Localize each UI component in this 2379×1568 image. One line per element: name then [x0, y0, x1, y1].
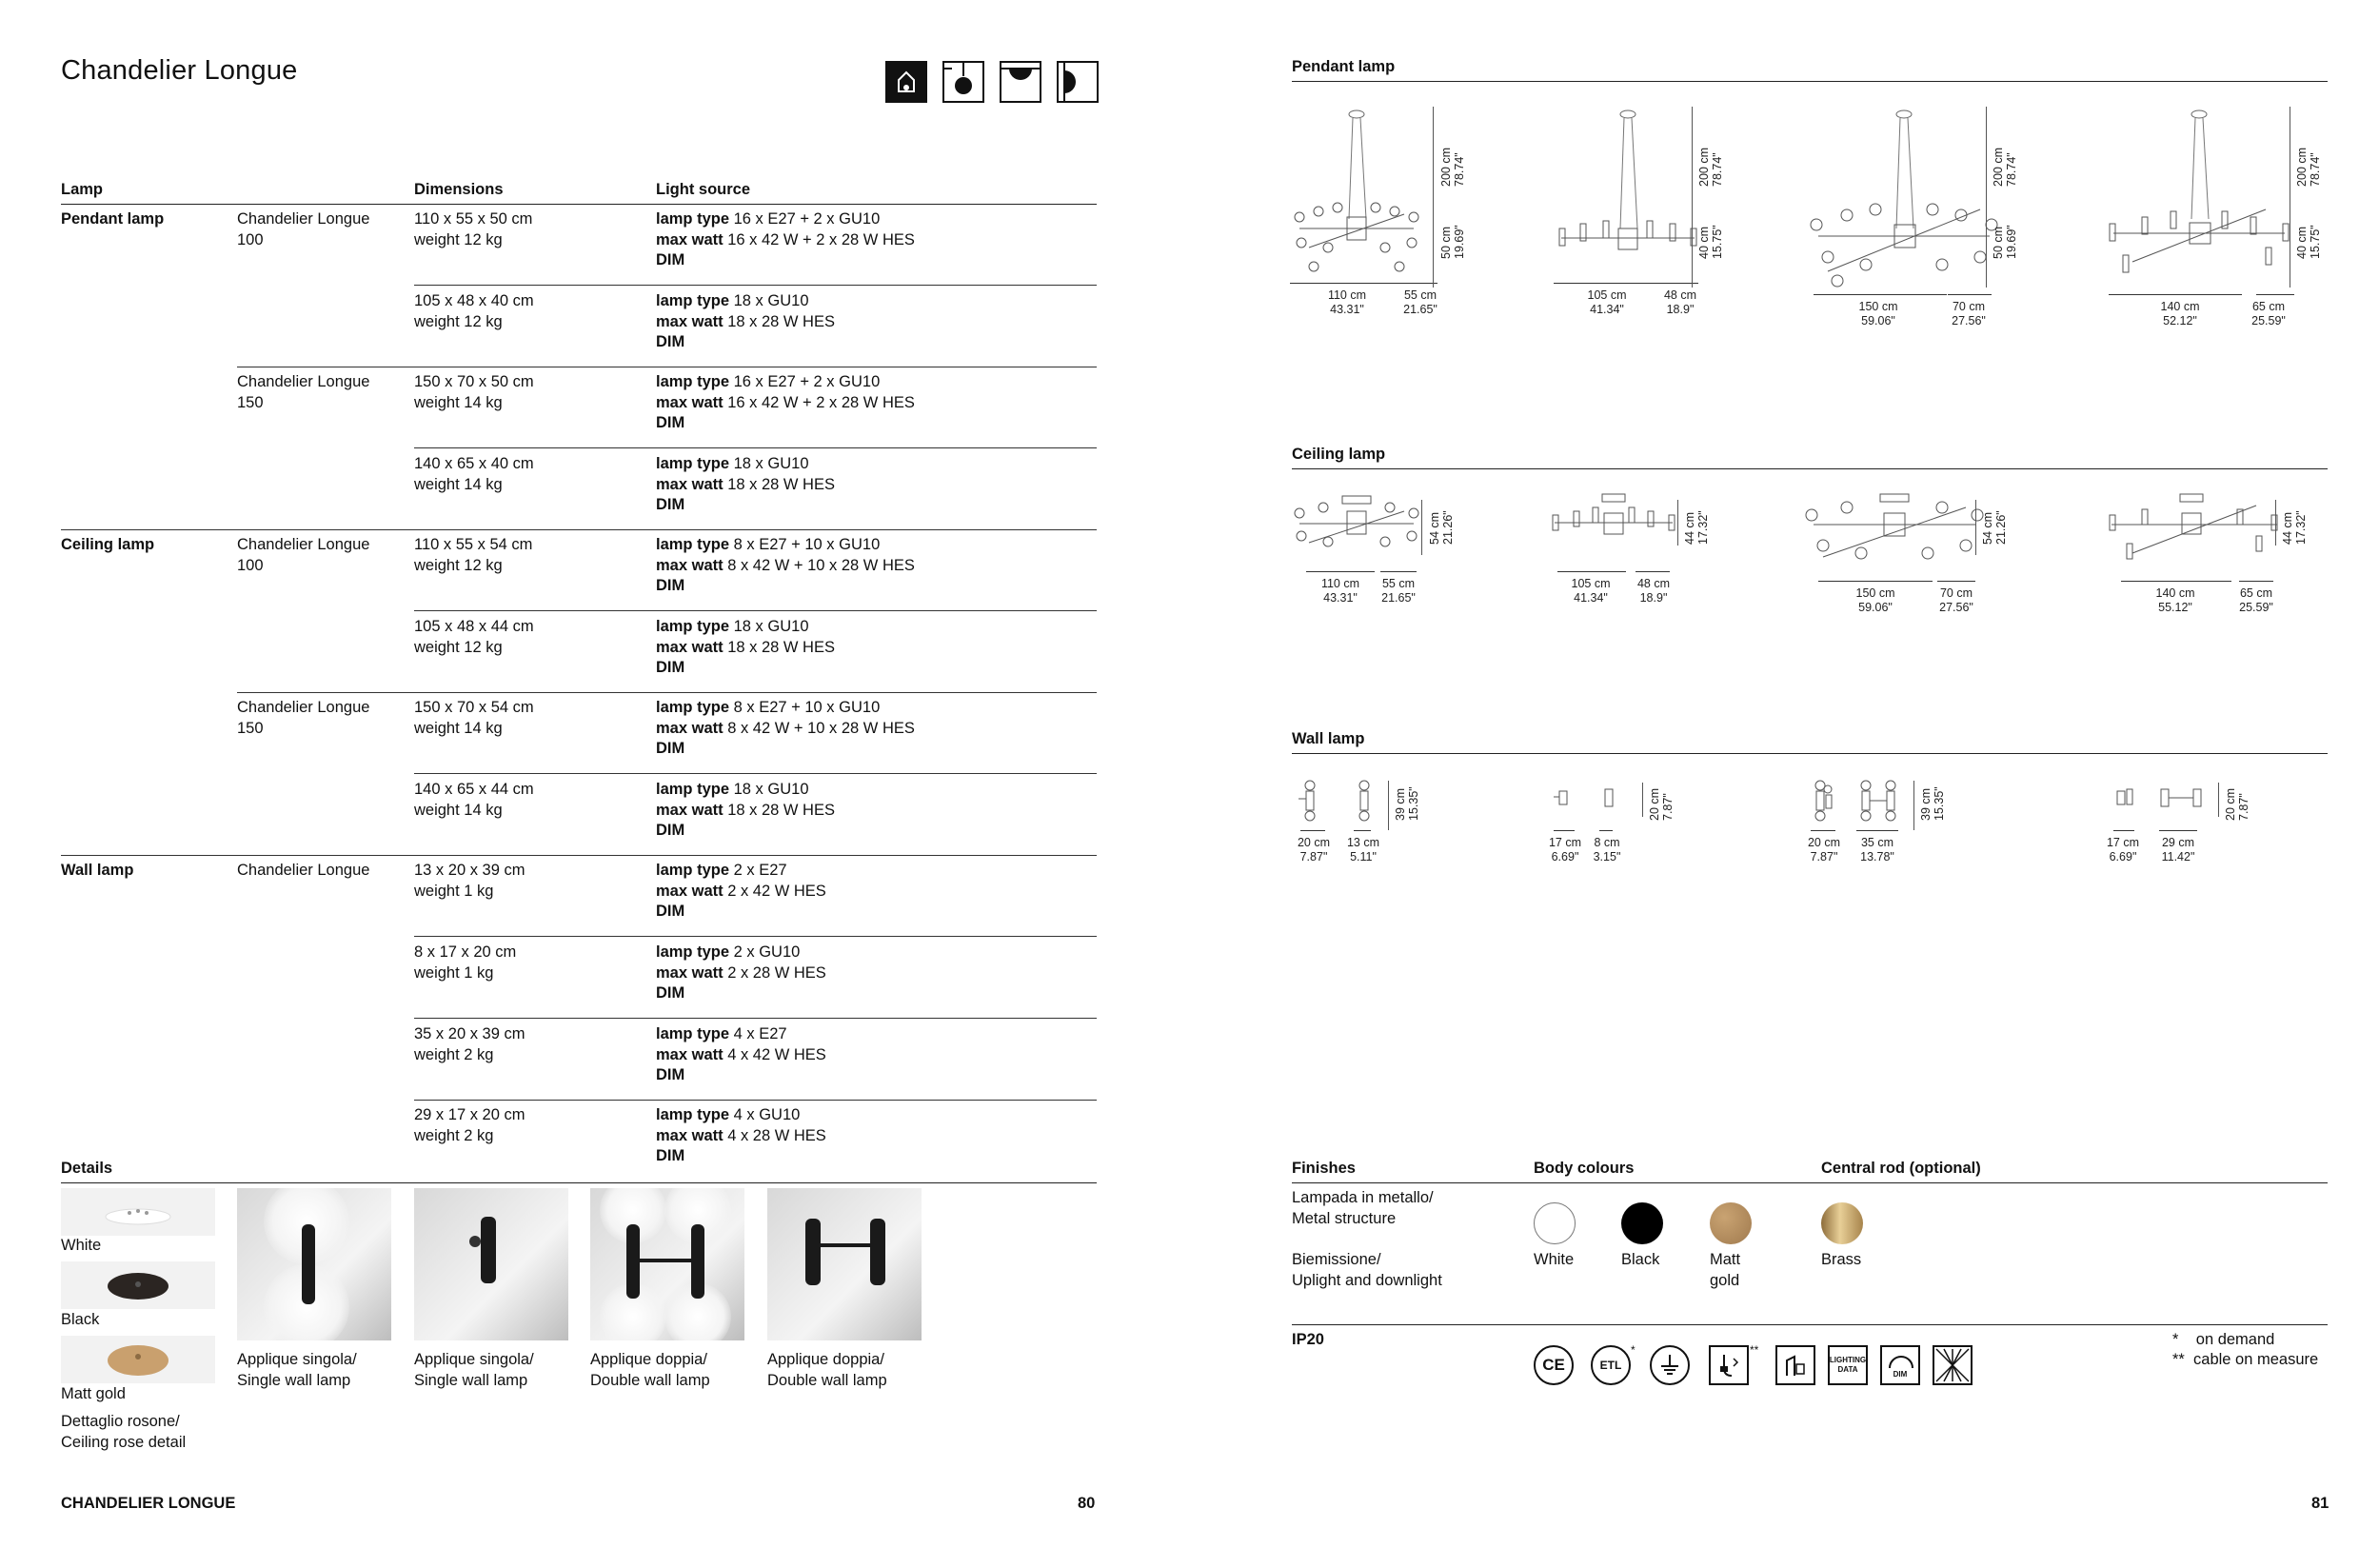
dim-label: 44 cm 17.32" [1683, 510, 1710, 545]
col-header-dimensions: Dimensions [414, 181, 504, 198]
dim-label: 200 cm 78.74" [1992, 148, 2018, 187]
dim-label: 140 cm 52.12" [2160, 300, 2200, 327]
structure-label: Lampada in metallo/ Metal structure [1292, 1189, 1434, 1227]
dim-label: 35 cm 13.78" [1860, 836, 1894, 863]
model-label: Chandelier Longue 150 [237, 373, 370, 411]
pendant-drawing-140 [2104, 105, 2294, 286]
table-row: 29 x 17 x 20 cm weight 2 kg [414, 1106, 525, 1144]
table-row: lamp type 16 x E27 + 2 x GU10 max watt 16 x 42 W + 2 x 28 W HES DIM [656, 210, 915, 268]
ceiling-drawing-105 [1547, 490, 1680, 557]
rose-gold-swatch [61, 1336, 215, 1383]
dim-label: 105 cm 41.34" [1571, 577, 1611, 605]
group-rule [61, 529, 1097, 530]
dim-label: 8 cm 3.15" [1593, 836, 1621, 863]
footnote: * on demand [2172, 1331, 2275, 1348]
dim-label: 200 cm 78.74" [1439, 148, 1466, 187]
dim-label: 20 cm 7.87" [1297, 836, 1331, 863]
table-row: 150 x 70 x 54 cm weight 14 kg [414, 699, 534, 737]
model-rule [237, 692, 1097, 693]
swatch-label: White [61, 1237, 102, 1254]
footer-page-number: 80 [1078, 1495, 1096, 1512]
table-row: lamp type 18 x GU10 max watt 18 x 28 W HES DIM [656, 618, 835, 676]
dim-label: 13 cm 5.11" [1346, 836, 1380, 863]
dim-label: 54 cm 21.26" [1428, 510, 1455, 545]
table-row: lamp type 18 x GU10 max watt 18 x 28 W HES DIM [656, 455, 835, 513]
model-label: Chandelier Longue 100 [237, 210, 370, 248]
group-wall: Wall lamp [61, 862, 134, 879]
pendant-drawing-110 [1290, 105, 1442, 286]
dim-label: 140 cm 55.12" [2155, 586, 2195, 614]
ce-icon: CE [1534, 1345, 1574, 1385]
dim-label: 54 cm 21.26" [1981, 510, 2008, 545]
dim-label: 55 cm 21.65" [1381, 577, 1416, 605]
dim-label: 55 cm 21.65" [1403, 288, 1437, 316]
diffuser-icon [1933, 1345, 1973, 1385]
table-row: lamp type 8 x E27 + 10 x GU10 max watt 8 x 42 W + 10 x 28 W HES DIM [656, 699, 915, 757]
dim-label: 200 cm 78.74" [1697, 148, 1724, 187]
pendant-drawing-150 [1809, 105, 1999, 295]
rose-caption: Dettaglio rosone/ Ceiling rose detail [61, 1413, 187, 1451]
photo-caption: Applique doppia/ Double wall lamp [590, 1351, 710, 1389]
ceiling-icon [1000, 61, 1041, 103]
colour-swatch-white [1534, 1202, 1576, 1244]
wall-icon [1057, 61, 1099, 103]
dim-label: 20 cm 7.87" [1648, 787, 1675, 821]
rod-swatch-brass [1821, 1202, 1863, 1244]
footer-page-number: 81 [2311, 1495, 2329, 1512]
table-row: lamp type 18 x GU10 max watt 18 x 28 W HES DIM [656, 781, 835, 839]
cable-asterisk: ** [1750, 1343, 1759, 1357]
row-rule [414, 610, 1097, 611]
photo-caption: Applique doppia/ Double wall lamp [767, 1351, 887, 1389]
ip-rating: IP20 [1292, 1331, 1324, 1348]
rose-black-swatch [61, 1261, 215, 1309]
row-rule [414, 285, 1097, 286]
table-header-rule [61, 204, 1097, 205]
table-row: 140 x 65 x 40 cm weight 14 kg [414, 455, 534, 493]
dim-label: 17 cm 6.69" [2106, 836, 2140, 863]
dim-label: 48 cm 18.9" [1636, 577, 1671, 605]
wall-drawing-double-e27 [1807, 776, 1921, 833]
row-rule [414, 1100, 1097, 1101]
double-wall-lamp-photo [590, 1188, 744, 1340]
single-wall-lamp-photo [414, 1188, 568, 1340]
row-rule [414, 1018, 1097, 1019]
dim-label: 29 cm 11.42" [2161, 836, 2195, 863]
lighting-data-icon: LIGHTING DATA [1828, 1345, 1868, 1385]
section-rule [1292, 81, 2328, 82]
etl-icon: ETL [1591, 1345, 1631, 1385]
section-rule [1292, 1324, 2328, 1325]
table-row: lamp type 4 x E27 max watt 4 x 42 W HES DIM [656, 1025, 826, 1083]
section-rule [1292, 468, 2328, 469]
pendant-drawing-105 [1552, 105, 1704, 286]
col-header-lamp: Lamp [61, 181, 104, 198]
swatch-label: Matt gold [61, 1385, 126, 1402]
dim-label: 44 cm 17.32" [2281, 510, 2308, 545]
dim-label: 40 cm 15.75" [1697, 225, 1724, 259]
table-row: 13 x 20 x 39 cm weight 1 kg [414, 862, 525, 900]
swatch-label: Black [61, 1311, 100, 1328]
ceiling-heading: Ceiling lamp [1292, 446, 1386, 463]
single-wall-lamp-photo [237, 1188, 391, 1340]
details-rule [61, 1182, 1097, 1183]
row-rule [414, 447, 1097, 448]
wall-drawing-single-e27 [1295, 776, 1390, 833]
dim-label: 20 cm 7.87" [1807, 836, 1841, 863]
dim-label: 17 cm 6.69" [1548, 836, 1582, 863]
section-rule [1292, 1182, 2328, 1183]
dim-label: 48 cm 18.9" [1663, 288, 1697, 316]
group-rule [61, 855, 1097, 856]
table-row: 140 x 65 x 44 cm weight 14 kg [414, 781, 534, 819]
footnote: ** cable on measure [2172, 1351, 2319, 1368]
table-row: lamp type 8 x E27 + 10 x GU10 max watt 8 x 42 W + 10 x 28 W HES DIM [656, 536, 915, 594]
dim-label: 70 cm 27.56" [1939, 586, 1973, 614]
central-rod-heading: Central rod (optional) [1821, 1160, 1981, 1177]
rod-name: Brass [1821, 1251, 1862, 1268]
colour-name: Matt gold [1710, 1251, 1741, 1289]
wall-drawing-single-gu10 [1552, 785, 1647, 824]
dim-label: 110 cm 43.31" [1320, 577, 1360, 605]
group-ceiling: Ceiling lamp [61, 536, 155, 553]
dim-label: 70 cm 27.56" [1952, 300, 1986, 327]
etl-asterisk: * [1631, 1343, 1636, 1357]
wall-heading: Wall lamp [1292, 730, 1365, 747]
table-row: lamp type 2 x GU10 max watt 2 x 28 W HES DIM [656, 943, 826, 1002]
model-label: Chandelier Longue 150 [237, 699, 370, 737]
page-title: Chandelier Longue [61, 55, 298, 86]
dim-label: 39 cm 15.35" [1919, 786, 1946, 821]
dim-icon: DIM [1880, 1345, 1920, 1385]
rose-white-swatch [61, 1188, 215, 1236]
lamp-type-icons [885, 61, 1099, 103]
table-row: 150 x 70 x 50 cm weight 14 kg [414, 373, 534, 411]
model-label: Chandelier Longue 100 [237, 536, 370, 574]
dim-label: 50 cm 19.69" [1992, 225, 2018, 259]
ground-icon [1650, 1345, 1690, 1385]
ceiling-drawing-150 [1804, 490, 1985, 576]
cable-icon [1709, 1345, 1749, 1385]
ceiling-drawing-110 [1290, 490, 1423, 566]
table-row: 105 x 48 x 44 cm weight 12 kg [414, 618, 534, 656]
colour-name: Black [1621, 1251, 1660, 1268]
row-rule [414, 773, 1097, 774]
table-row: lamp type 16 x E27 + 2 x GU10 max watt 16 x 42 W + 2 x 28 W HES DIM [656, 373, 915, 431]
model-label: Chandelier Longue [237, 862, 370, 879]
dim-label: 40 cm 15.75" [2295, 225, 2322, 259]
group-pendant: Pendant lamp [61, 210, 165, 228]
section-rule [1292, 753, 2328, 754]
dim-label: 50 cm 19.69" [1439, 225, 1466, 259]
dim-label: 200 cm 78.74" [2295, 148, 2322, 187]
wall-drawing-double-gu10 [2111, 785, 2226, 824]
dim-label: 150 cm 59.06" [1858, 300, 1898, 327]
photo-caption: Applique singola/ Single wall lamp [237, 1351, 357, 1389]
colour-name: White [1534, 1251, 1575, 1268]
colour-swatch-matt-gold [1710, 1202, 1752, 1244]
house-icon [885, 61, 927, 103]
pendant-heading: Pendant lamp [1292, 58, 1396, 75]
row-rule [414, 936, 1097, 937]
dim-label: 105 cm 41.34" [1587, 288, 1627, 316]
dim-label: 65 cm 25.59" [2251, 300, 2286, 327]
pendant-icon [942, 61, 984, 103]
photo-caption: Applique singola/ Single wall lamp [414, 1351, 534, 1389]
dim-label: 20 cm 7.87" [2224, 787, 2250, 821]
footer-brand: CHANDELIER LONGUE [61, 1495, 236, 1512]
table-row: 105 x 48 x 40 cm weight 12 kg [414, 292, 534, 330]
dim-label: 150 cm 59.06" [1855, 586, 1895, 614]
table-row: 8 x 17 x 20 cm weight 1 kg [414, 943, 517, 982]
table-row: lamp type 4 x GU10 max watt 4 x 28 W HES DIM [656, 1106, 826, 1164]
ceiling-drawing-140 [2104, 490, 2285, 571]
table-row: lamp type 18 x GU10 max watt 18 x 28 W HES DIM [656, 292, 835, 350]
dim-label: 110 cm 43.31" [1327, 288, 1367, 316]
col-header-light-source: Light source [656, 181, 751, 198]
dim-label: 39 cm 15.35" [1394, 786, 1420, 821]
table-row: 110 x 55 x 50 cm weight 12 kg [414, 210, 533, 248]
table-row: lamp type 2 x E27 max watt 2 x 42 W HES DIM [656, 862, 826, 920]
details-heading: Details [61, 1160, 113, 1177]
table-row: 35 x 20 x 39 cm weight 2 kg [414, 1025, 525, 1063]
colour-swatch-black [1621, 1202, 1663, 1244]
finishes-heading: Finishes [1292, 1160, 1356, 1177]
body-colours-heading: Body colours [1534, 1160, 1635, 1177]
emission-label: Biemissione/ Uplight and downlight [1292, 1251, 1442, 1289]
table-row: 110 x 55 x 54 cm weight 12 kg [414, 536, 533, 574]
installation-icon [1775, 1345, 1815, 1385]
dim-label: 65 cm 25.59" [2239, 586, 2273, 614]
double-wall-lamp-photo [767, 1188, 922, 1340]
